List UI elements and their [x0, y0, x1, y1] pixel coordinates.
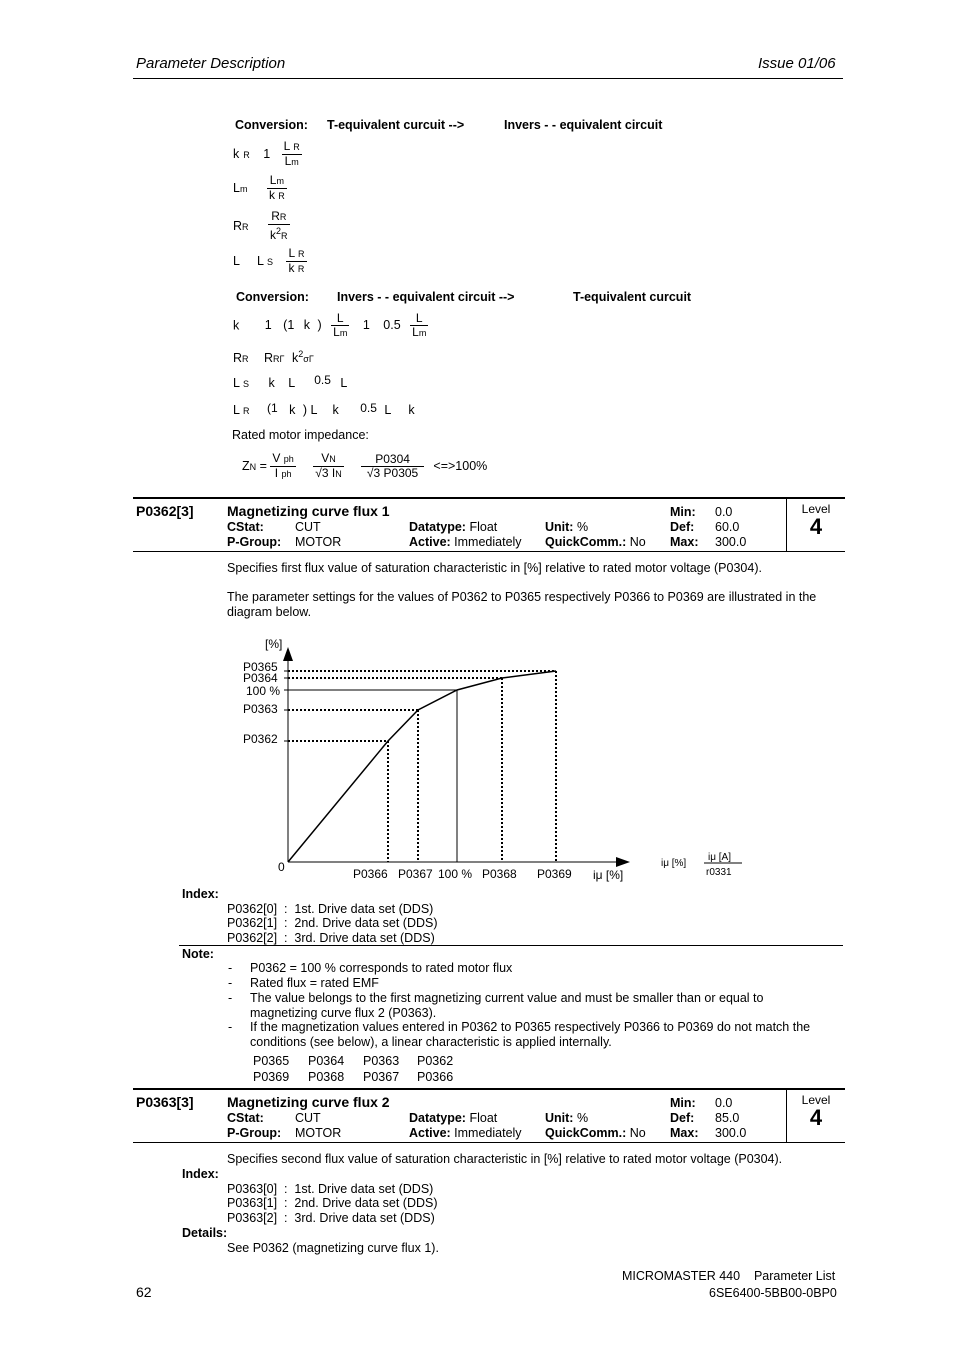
- eq-b: (1: [283, 318, 295, 333]
- active-value: Immediately: [454, 535, 522, 549]
- min-label: Min:: [670, 505, 696, 519]
- active-label: Active:: [409, 535, 451, 549]
- frac-num: R: [271, 209, 280, 223]
- eq-lhs-sub: R: [243, 149, 250, 160]
- y-label-p0362: P0362: [243, 732, 278, 746]
- origin-label: 0: [278, 860, 285, 874]
- min-value: 0.0: [715, 505, 733, 519]
- frac-den: L: [333, 325, 340, 339]
- conversion1-label: Conversion:: [235, 118, 308, 132]
- magnetizing-curve: [288, 671, 556, 862]
- unit-value: %: [576, 1111, 589, 1125]
- quickcomm-value: No: [629, 1126, 646, 1140]
- eq-rhs: R: [264, 351, 274, 366]
- eq-lhs: L: [233, 253, 240, 268]
- unit-value: %: [576, 520, 589, 534]
- note-5: conditions (see below), a linear characteristic is applied internally.: [250, 1035, 612, 1049]
- p0363-description: Specifies second flux value of saturation characteristic in [%] relative to rated motor voltage (P0304).: [227, 1152, 783, 1166]
- eq-mid-sub: S: [266, 256, 273, 267]
- param-id: P0362[3]: [136, 503, 194, 519]
- side-denominator: r0331: [706, 867, 732, 878]
- conversion2-from: Invers - - equivalent circuit -->: [337, 290, 515, 304]
- level-label: Level: [801, 502, 831, 516]
- conversion2-label: Conversion:: [236, 290, 309, 304]
- conversion1-from: T-equivalent curcuit -->: [327, 118, 465, 132]
- zn-z: Z: [242, 458, 250, 473]
- eq-a: (1: [266, 401, 278, 415]
- conversion1-to: Invers - - equivalent circuit: [504, 118, 663, 132]
- y-label-p0364: P0364: [243, 671, 278, 685]
- cstat-value: CUT: [295, 1111, 321, 1125]
- side-numerator: iμ [A]: [708, 852, 731, 863]
- unit-label: Unit:: [545, 1111, 574, 1125]
- frac-den: L: [412, 325, 419, 339]
- frac-den-sqrt: √3: [366, 466, 381, 480]
- frac-num: L: [331, 312, 349, 326]
- frac-den-sub: R: [278, 191, 285, 201]
- datatype-value: Float: [469, 520, 498, 534]
- header-title: Parameter Description: [136, 55, 286, 72]
- frac-num: V: [321, 451, 330, 465]
- eq-b: k: [289, 403, 296, 417]
- header-issue: Issue 01/06: [758, 55, 836, 72]
- p0362-index-0: P0362[0] : 1st. Drive data set (DDS): [227, 902, 434, 916]
- zn-eq: =: [259, 458, 267, 473]
- note-0: P0362 = 100 % corresponds to rated motor flux: [250, 961, 513, 975]
- rated-impedance-label: Rated motor impedance:: [232, 428, 369, 442]
- zn-z-sub: N: [249, 461, 257, 472]
- zn-tail: <=>100%: [433, 458, 488, 473]
- p0363-index-label: Index:: [182, 1167, 219, 1181]
- eq-f: L: [384, 403, 391, 417]
- frac-num-sub: R: [298, 249, 305, 259]
- eq-lhs-sub: R: [242, 406, 250, 416]
- frac-den-sub: N: [335, 469, 342, 479]
- p0363-index-0: P0363[0] : 1st. Drive data set (DDS): [227, 1182, 434, 1196]
- eq-lhs-sub: S: [242, 379, 249, 389]
- note-3: magnetizing curve flux 2 (P0363).: [250, 1006, 437, 1020]
- max-label: Max:: [670, 1126, 699, 1140]
- p0363-index-1: P0363[1] : 2nd. Drive data set (DDS): [227, 1196, 438, 1210]
- eq-g: k: [408, 403, 415, 417]
- x-unit-label: iμ [%]: [593, 868, 624, 882]
- level-value: 4: [809, 514, 823, 539]
- max-value: 300.0: [715, 1126, 747, 1140]
- eq-c: ) L: [302, 403, 317, 417]
- pgroup-value: MOTOR: [295, 1126, 342, 1140]
- eq-lhs-sub: R: [242, 221, 249, 232]
- frac-num: L: [283, 139, 290, 153]
- eq-b: L: [288, 376, 295, 390]
- level-box: [786, 1090, 845, 1142]
- pgroup-label: P-Group:: [227, 1126, 282, 1140]
- frac-num-sub: R: [279, 212, 287, 222]
- frac-den-sqrt: √3: [315, 466, 329, 480]
- x-label-p0367: P0367: [398, 867, 433, 881]
- param-id: P0363[3]: [136, 1094, 194, 1110]
- p0363-header-box: [133, 1088, 845, 1143]
- quickcomm-label: QuickComm.:: [545, 1126, 627, 1140]
- eq-lhs-sub: m: [239, 183, 248, 194]
- eq-mid: L: [256, 253, 264, 268]
- y-label-p0363: P0363: [243, 702, 278, 716]
- p0363-details: See P0362 (magnetizing curve flux 1).: [227, 1241, 439, 1255]
- eq-d: k: [332, 403, 339, 417]
- frac-den: k: [268, 188, 275, 202]
- eq-lhs: R: [233, 218, 243, 233]
- index-rule: [179, 945, 843, 946]
- p0362-description-2b: diagram below.: [227, 605, 312, 619]
- eq-one: 1: [263, 146, 271, 161]
- eq-rhs-sub: RΓ: [273, 354, 285, 365]
- dotted-guides: [288, 671, 556, 862]
- frac-den: I: [274, 466, 279, 480]
- max-value: 300.0: [715, 535, 747, 549]
- y-unit-label: [%]: [265, 637, 283, 651]
- cstat-label: CStat:: [227, 1111, 264, 1125]
- cstat-label: CStat:: [227, 520, 264, 534]
- p0362-index-1: P0362[1] : 2nd. Drive data set (DDS): [227, 916, 438, 930]
- eq-d: ): [317, 318, 322, 333]
- p0362-index-2: P0362[2] : 3rd. Drive data set (DDS): [227, 931, 435, 945]
- frac-num: L: [269, 173, 277, 187]
- eq-lhs: R: [233, 351, 243, 366]
- frac-den: I: [331, 466, 336, 480]
- p0363-index-2: P0363[2] : 3rd. Drive data set (DDS): [227, 1211, 435, 1225]
- side-lhs-label: iμ [%]: [661, 858, 687, 869]
- datatype-label: Datatype:: [409, 1111, 466, 1125]
- footer-order-number: 6SE6400-5BB00-0BP0: [709, 1286, 837, 1300]
- max-label: Max:: [670, 535, 699, 549]
- frac-num-sub: R: [293, 142, 300, 152]
- eq-k: k: [292, 351, 299, 366]
- x-label-100: 100 %: [438, 867, 473, 881]
- note-4: If the magnetization values entered in P0362 to P0365 respectively P0366 to P0369 do not match the: [250, 1020, 811, 1034]
- cond-r1-2: P0363: [363, 1054, 400, 1068]
- cond-r1-3: P0362: [417, 1054, 454, 1068]
- param-title: Magnetizing curve flux 1: [227, 503, 390, 519]
- frac-num: V: [272, 451, 281, 465]
- datatype-label: Datatype:: [409, 520, 466, 534]
- y-axis-arrow: [283, 647, 293, 661]
- frac-den: k: [288, 261, 295, 275]
- page-number: 62: [136, 1284, 152, 1300]
- cond-r1-0: P0365: [253, 1054, 290, 1068]
- frac-den-sub: m: [339, 328, 348, 338]
- cond-r2-1: P0368: [308, 1070, 345, 1084]
- active-label: Active:: [409, 1126, 451, 1140]
- eq-d: L: [340, 376, 348, 390]
- eq-lhs: k: [233, 318, 240, 333]
- frac-den-sub: m: [418, 328, 427, 338]
- cond-r2-0: P0369: [253, 1070, 290, 1084]
- x-label-p0368: P0368: [482, 867, 517, 881]
- eq-k-sub: σΓ: [303, 354, 314, 365]
- eq-f: 0.5: [383, 318, 401, 333]
- def-label: Def:: [670, 1111, 695, 1125]
- note-1: Rated flux = rated EMF: [250, 976, 379, 990]
- quickcomm-label: QuickComm.:: [545, 535, 627, 549]
- x-label-p0369: P0369: [537, 867, 572, 881]
- p0362-note-label: Note:: [182, 947, 214, 961]
- eq-lhs-sub: R: [242, 354, 249, 365]
- p0362-description-2a: The parameter settings for the values of P0362 to P0365 respectively P0366 to P0369 are illustrated in the: [227, 590, 817, 604]
- datatype-value: Float: [469, 1111, 498, 1125]
- eq-e: 1: [362, 318, 370, 333]
- def-value: 85.0: [715, 1111, 740, 1125]
- level-label: Level: [801, 1093, 831, 1107]
- eq-lhs: L: [233, 376, 240, 390]
- eq-a: 1: [264, 318, 272, 333]
- frac-num-sub: m: [276, 176, 284, 186]
- frac-num: L: [410, 312, 428, 326]
- frac-den-sub: R: [297, 264, 305, 274]
- frac-den-sub: m: [291, 157, 299, 167]
- unit-label: Unit:: [545, 520, 574, 534]
- y-label-100: 100 %: [246, 684, 281, 698]
- frac-den-sub: ph: [281, 469, 292, 479]
- eq-k-sup: 2: [298, 349, 304, 359]
- frac-den-sub: R: [281, 231, 288, 241]
- eq-lhs: k: [233, 146, 240, 161]
- p0363-details-label: Details:: [182, 1226, 228, 1240]
- frac-num: L: [288, 246, 295, 260]
- frac-num-sub: N: [329, 454, 336, 464]
- eq-a: k: [268, 376, 275, 390]
- eq-c: 0.5: [314, 373, 331, 387]
- level-value: 4: [809, 1105, 823, 1130]
- eq-lhs: L: [233, 180, 240, 195]
- min-label: Min:: [670, 1096, 696, 1110]
- eq-e: 0.5: [360, 401, 377, 415]
- frac-num-sub: ph: [283, 454, 294, 464]
- cond-r2-2: P0367: [363, 1070, 400, 1084]
- note-2: The value belongs to the first magnetizing current value and must be smaller than or equal to: [250, 991, 764, 1005]
- frac-num: P0304: [361, 453, 424, 467]
- frac-den: P0305: [383, 466, 419, 480]
- pgroup-value: MOTOR: [295, 535, 342, 549]
- frac-den: k: [270, 228, 277, 242]
- y-label-p0365: P0365: [243, 660, 278, 674]
- cond-r2-3: P0366: [417, 1070, 454, 1084]
- frac-den-sup: 2: [276, 226, 282, 236]
- pgroup-label: P-Group:: [227, 535, 282, 549]
- eq-c: k: [303, 318, 311, 333]
- x-label-p0366: P0366: [353, 867, 388, 881]
- param-title: Magnetizing curve flux 2: [227, 1094, 390, 1110]
- footer-product: MICROMASTER 440 Parameter List: [622, 1269, 836, 1283]
- p0362-index-label: Index:: [182, 887, 219, 901]
- quickcomm-value: No: [629, 535, 646, 549]
- cond-r1-1: P0364: [308, 1054, 345, 1068]
- active-value: Immediately: [454, 1126, 522, 1140]
- frac-den: L: [284, 154, 292, 168]
- p0362-description: Specifies first flux value of saturation characteristic in [%] relative to rated motor voltage (P0304).: [227, 561, 762, 575]
- min-value: 0.0: [715, 1096, 733, 1110]
- eq-lhs: L: [233, 403, 240, 417]
- conversion2-to: T-equivalent curcuit: [573, 290, 692, 304]
- def-label: Def:: [670, 520, 695, 534]
- def-value: 60.0: [715, 520, 740, 534]
- x-axis-arrow: [616, 857, 630, 867]
- cstat-value: CUT: [295, 520, 321, 534]
